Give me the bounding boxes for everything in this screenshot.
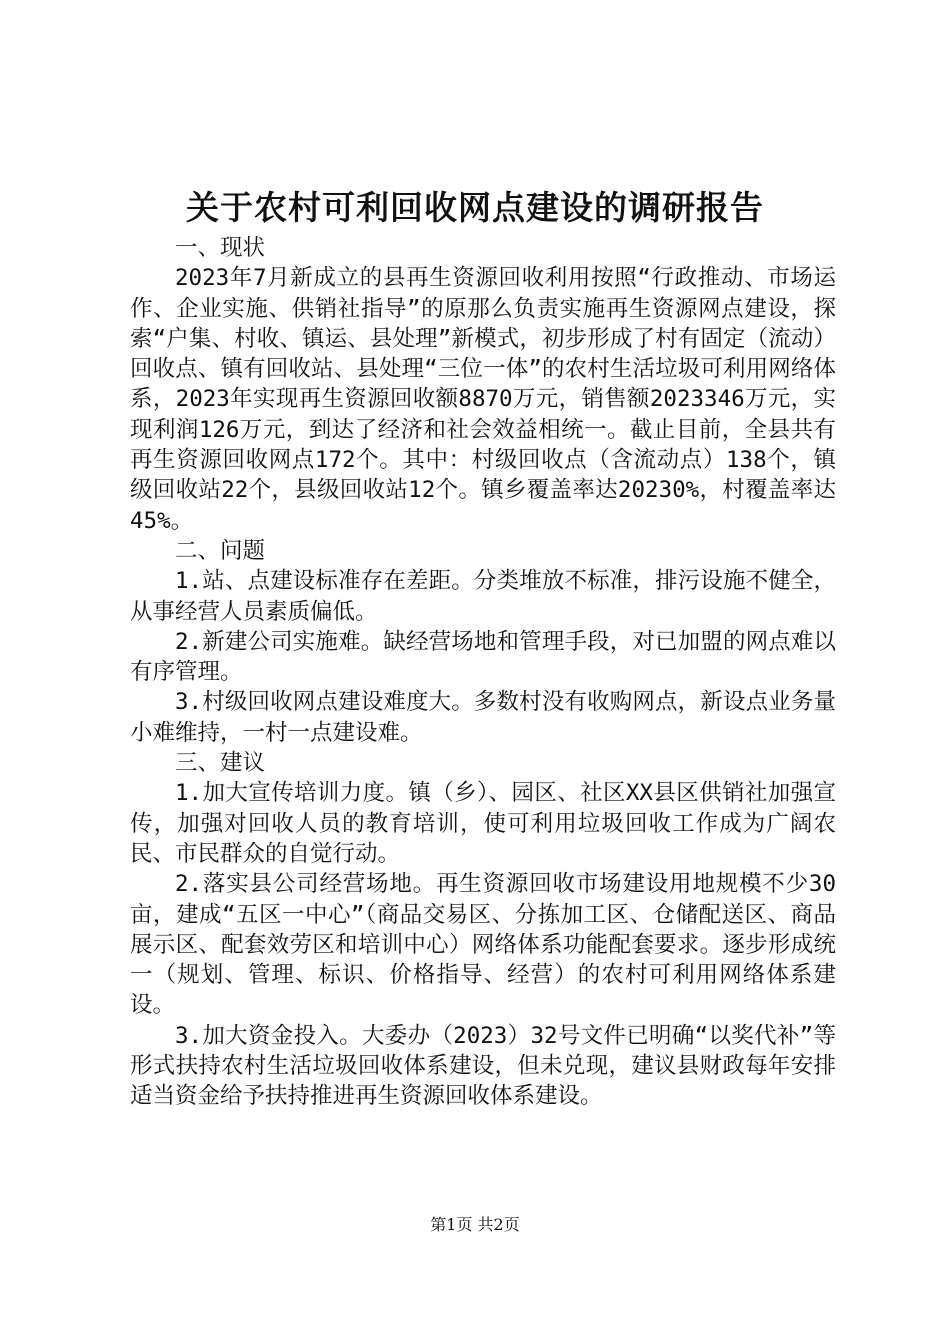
status-paragraph: 2023年7月新成立的县再生资源回收利用按照“行政推动、市场运作、企业实施、供销社指导”的原那么负责实施再生资源网点建设，探索“户集、村收、镇运、县处理”新模式，初步形成了村有固定（流动）回收点、镇有回收站、县处理“三位一体”的农村生活垃圾可利用网络体系，2023年实现再生资源回收额8870万元，销售额2023346万元，实现利润126万元，到达了经济和社会效益相统一。截止目前，全县共有再生资源回收网点172个。其中：村级回收点（含流动点）138个，镇级回收站22个，县级回收站12个。镇乡覆盖率达20230%，村覆盖率达45%。: [130, 265, 836, 534]
suggestion-item: 1.加大宣传培训力度。镇（乡）、园区、社区XX县区供销社加强宣传，加强对回收人员的教育培训，使可利用垃圾回收工作成为广阔农民、市民群众的自觉行动。: [130, 780, 836, 867]
document-title: 关于农村可利回收网点建设的调研报告: [186, 188, 764, 227]
problem-item: 1.站、点建设标准存在差距。分类堆放不标准，排污设施不健全，从事经营人员素质偏低。: [130, 568, 836, 625]
section-heading-problems: 二、问题: [175, 537, 266, 564]
suggestion-item: 2.落实县公司经营场地。再生资源回收市场建设用地规模不少30亩，建成“五区一中心”（商品交易区、分拣加工区、仓储配送区、商品展示区、配套效劳区和培训中心）网络体系功能配套要求。逐步形成统一（规划、管理、标识、价格指导、经营）的农村可利用网络体系建设。: [130, 871, 836, 1019]
page-number-footer: 第1页 共2页: [430, 1215, 520, 1234]
section-heading-suggestions: 三、建议: [175, 750, 266, 777]
suggestion-item: 3.加大资金投入。大委办（2023）32号文件已明确“以奖代补”等形式扶持农村生活垃圾回收体系建设，但未兑现，建议县财政每年安排适当资金给予扶持推进再生资源回收体系建设。: [130, 1022, 836, 1110]
problem-item: 2.新建公司实施难。缺经营场地和管理手段，对已加盟的网点难以有序管理。: [130, 628, 836, 686]
problem-item: 3.村级回收网点建设难度大。多数村没有收购网点，新设点业务量小难维持，一村一点建设难。: [130, 689, 836, 746]
section-heading-status: 一、现状: [175, 235, 266, 261]
document-body: [130, 233, 836, 1112]
